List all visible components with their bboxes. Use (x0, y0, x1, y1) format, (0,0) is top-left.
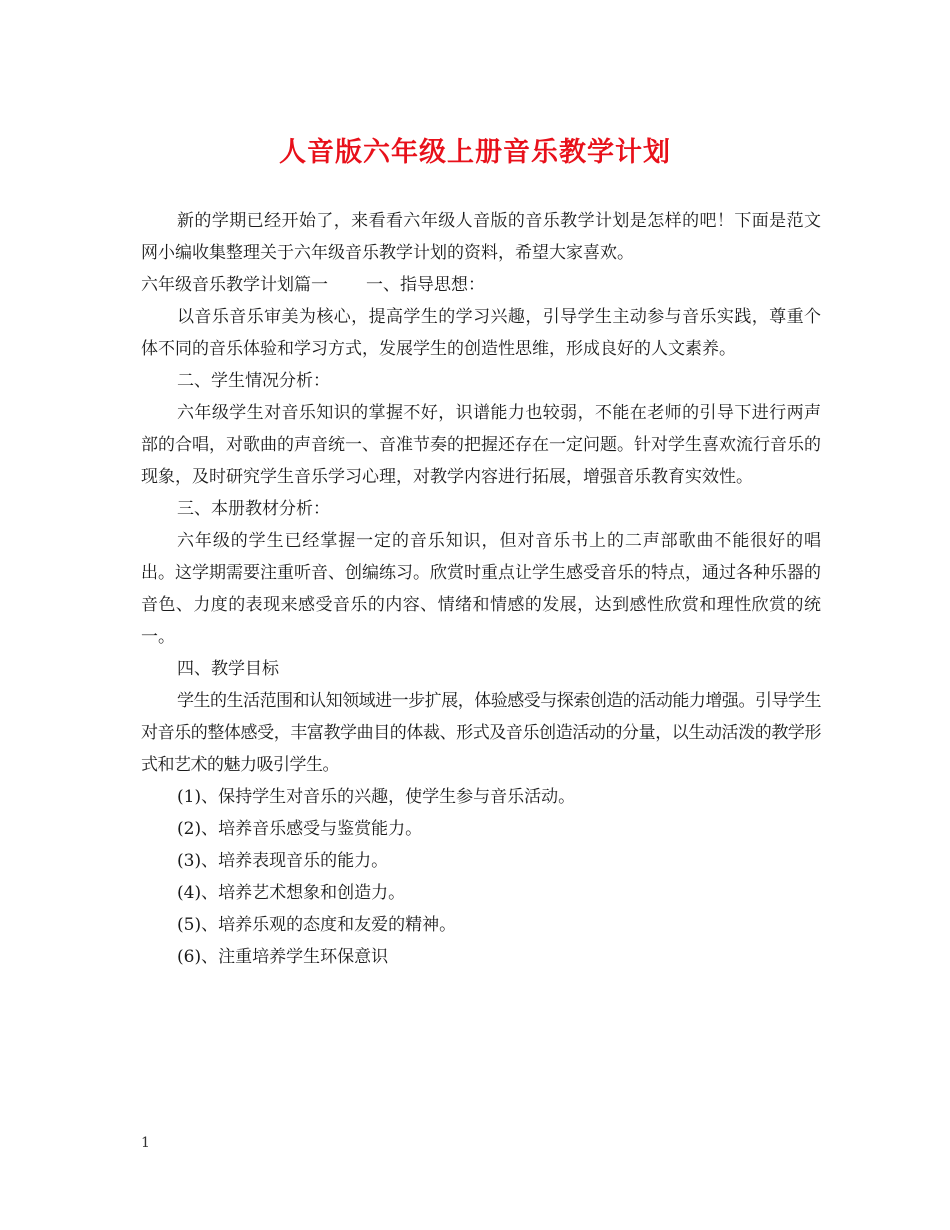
paragraph-student-analysis: 六年级学生对音乐知识的掌握不好，识谱能力也较弱，不能在老师的引导下进行两声部的合唱，对歌曲的声音统一、音准节奏的把握还存在一定问题。针对学生喜欢流行音乐的现象，及时研究学生音乐学习心理，对教学内容进行拓展，增强音乐教育实效性。 (141, 403, 821, 487)
goal-item: (1)、保持学生对音乐的兴趣，使学生参与音乐活动。 (177, 787, 576, 807)
document-body (141, 205, 821, 973)
goal-item: (6)、注重培养学生环保意识 (177, 947, 389, 967)
heading-guiding-thought: 一、指导思想： (366, 275, 485, 295)
paragraph-guiding-thought: 以音乐音乐审美为核心，提高学生的学习兴趣，引导学生主动参与音乐实践，尊重个体不同的音乐体验和学习方式，发展学生的创造性思维，形成良好的人文素养。 (141, 307, 821, 359)
document-title: 人音版六年级上册音乐教学计划 (279, 137, 671, 168)
goal-item: (4)、培养艺术想象和创造力。 (177, 883, 406, 903)
goal-item: (5)、培养乐观的态度和友爱的精神。 (177, 915, 457, 935)
section-label: 六年级音乐教学计划篇一 (141, 275, 328, 295)
paragraph-textbook-analysis: 六年级的学生已经掌握一定的音乐知识，但对音乐书上的二声部歌曲不能很好的唱出。这学期需要注重听音、创编练习。欣赏时重点让学生感受音乐的特点，通过各种乐器的音色、力度的表现来感受音乐的内容、情绪和情感的发展，达到感性欣赏和理性欣赏的统一。 (141, 531, 821, 647)
goal-item: (2)、培养音乐感受与鉴赏能力。 (177, 819, 423, 839)
heading-textbook-analysis: 三、本册教材分析： (177, 499, 330, 519)
goal-item: (3)、培养表现音乐的能力。 (177, 851, 389, 871)
heading-teaching-goals: 四、教学目标 (177, 659, 279, 679)
page-number: 1 (141, 1135, 150, 1151)
heading-student-analysis: 二、学生情况分析： (177, 371, 330, 391)
intro-paragraph: 新的学期已经开始了，来看看六年级人音版的音乐教学计划是怎样的吧！下面是范文网小编收集整理关于六年级音乐教学计划的资料，希望大家喜欢。 (141, 211, 821, 263)
section-line (141, 269, 821, 301)
paragraph-teaching-goals: 学生的生活范围和认知领域进一步扩展，体验感受与探索创造的活动能力增强。引导学生对音乐的整体感受，丰富教学曲目的体裁、形式及音乐创造活动的分量，以生动活泼的教学形式和艺术的魅力吸引学生。 (141, 691, 821, 775)
